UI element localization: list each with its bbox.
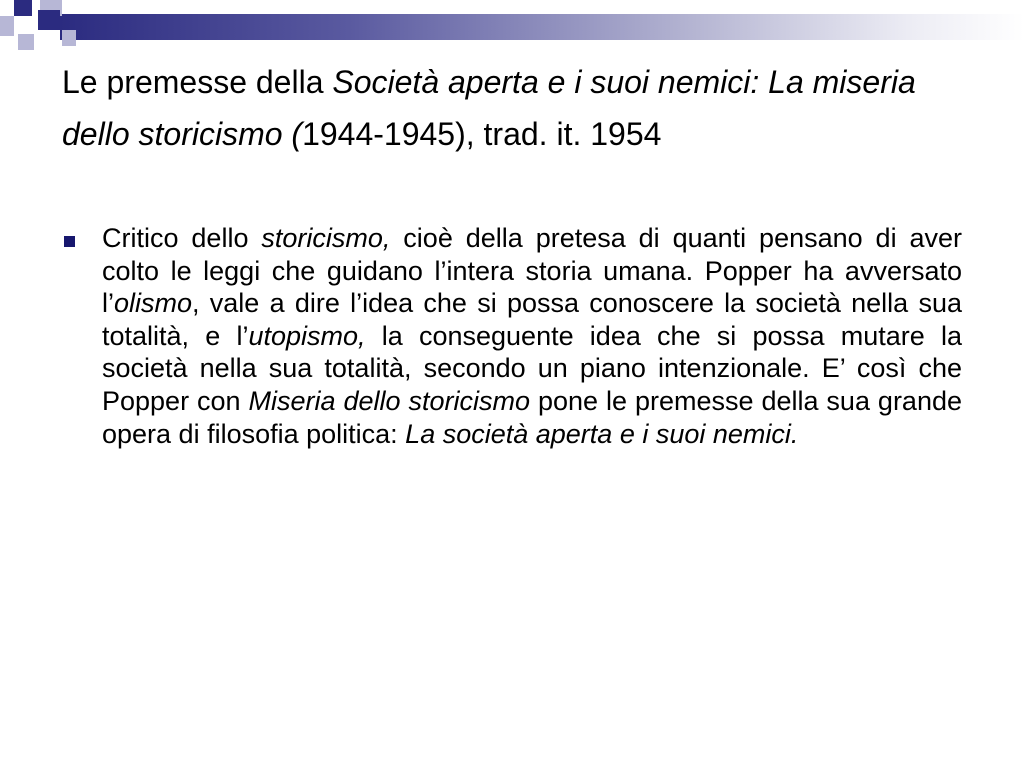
slide-content [62,222,962,450]
text-seg-7: la conseguente idea che si possa mutare la società nella sua totalità, secondo un piano intenzionale. E’ così che Popper con [102,320,962,416]
title-part-3: 1944-1945), trad. it. 1954 [302,116,662,152]
text-seg-10: La società aperta e i suoi nemici. [405,418,799,449]
decor-square-6 [62,30,76,46]
text-seg-5: , vale a dire l’idea che si possa conoscere la società nella sua totalità, e l’ [102,288,962,351]
text-seg-6: utopismo, [248,320,366,351]
text-seg-9: pone le premesse della sua grande opera di filosofia politica: [102,385,962,449]
bullet-item [62,222,962,450]
decor-square-1 [14,0,32,16]
decor-square-4 [38,10,60,30]
slide-title [62,56,962,160]
title-part-1: Le premesse della [62,64,333,100]
gradient-band [60,14,1024,40]
text-seg-2: storicismo, [261,223,391,253]
text-seg-3: cioè della pretesa di quanti pensano di aver colto le leggi che guidano l’intera storia umana. Popper ha avversato l’ [102,223,962,319]
text-seg-4: olismo [114,288,193,319]
square-bullet-icon [64,236,75,247]
text-seg-1: Critico dello [102,223,262,253]
decor-square-5 [18,34,34,50]
decor-square-3 [0,16,14,36]
text-seg-8: Miseria dello storicismo [248,385,530,416]
title-part-2: Società aperta e i suoi nemici: La miseria dello storicismo ( [62,64,916,152]
bullet-text [102,222,962,450]
